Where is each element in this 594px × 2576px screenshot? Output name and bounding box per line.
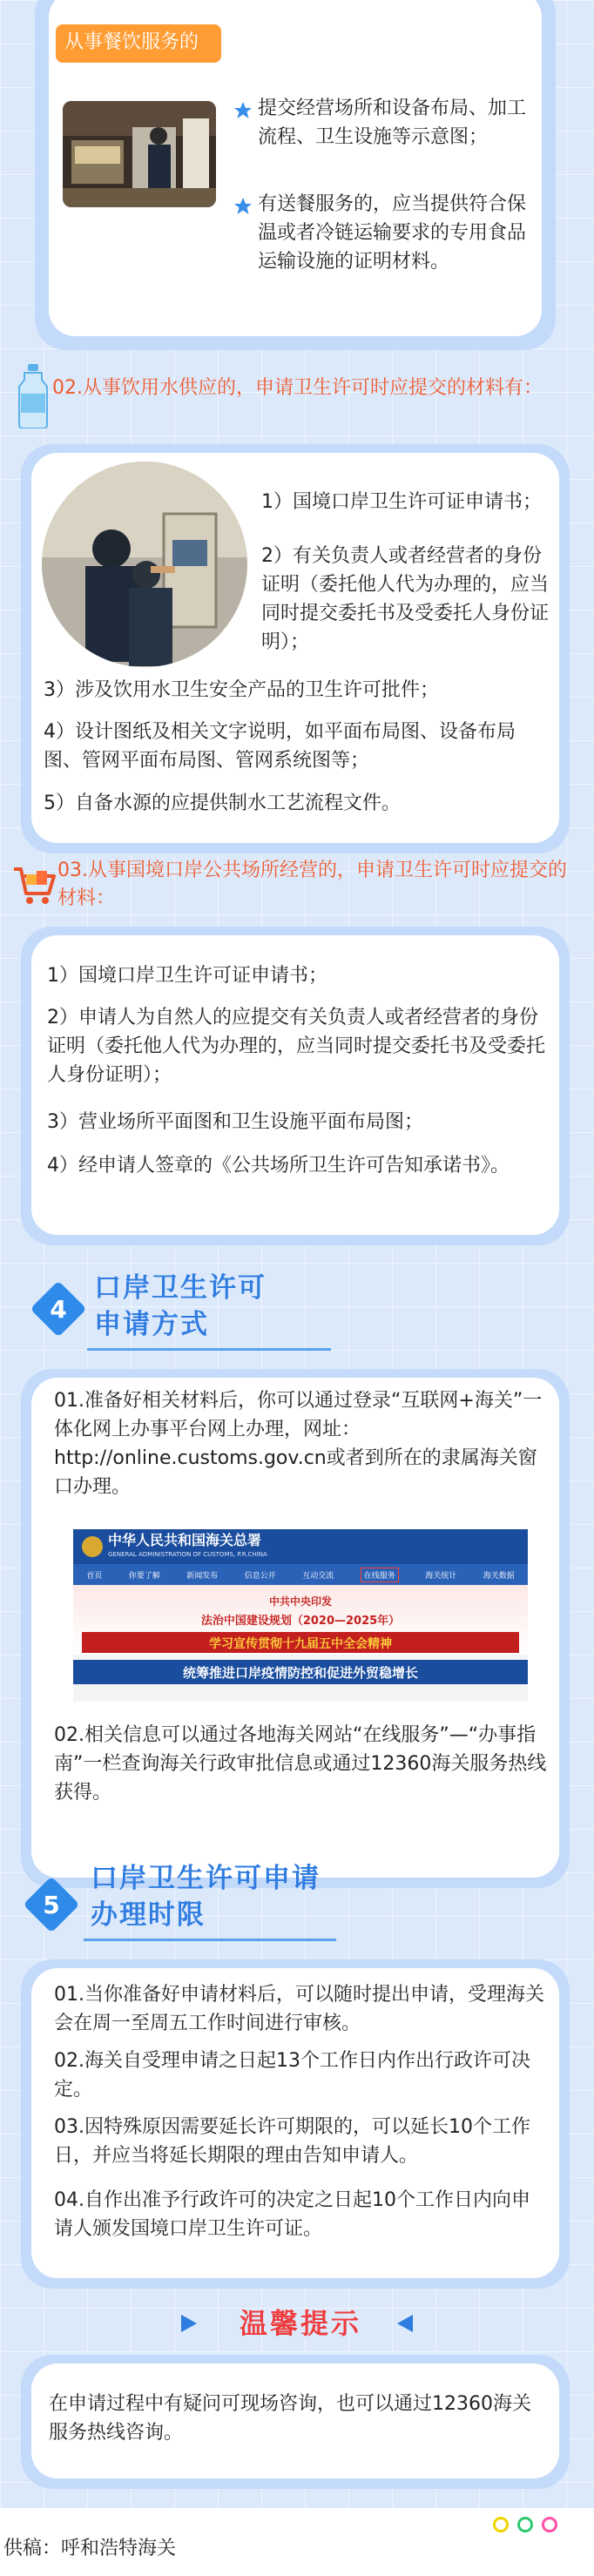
section-4-title-line1: 口岸卫生许可 xyxy=(94,1272,267,1304)
section-4-underline xyxy=(87,1348,331,1351)
water-item-3: 3）涉及饮用水卫生安全产品的卫生许可批件； xyxy=(44,679,439,701)
customs-website-screenshot xyxy=(73,1529,528,1702)
shopping-cart-icon xyxy=(10,862,57,909)
banner-line-4: 统筹推进口岸疫情防控和促进外贸稳增长 xyxy=(182,1665,418,1681)
public-heading: 03.从事国境口岸公共场所经营的，申请卫生许可时应提交的材料： xyxy=(57,860,567,909)
footer-credit: 供稿：呼和浩特海关 xyxy=(3,2538,177,2559)
method-para-2: 02.相关信息可以通过各地海关网站“在线服务”—“办事指南”一栏查询海关行政审批信息或通过12360海关服务热线获得。 xyxy=(54,1724,547,1804)
water-bottle-icon xyxy=(16,364,51,428)
catering-tag xyxy=(56,24,221,63)
public-item-2: 2）申请人为自然人的应提交有关负责人或者经营者的身份证明（委托他人代为办理的，应当同时提交委托书及受委托人身份证明）； xyxy=(47,1007,546,1086)
website-banner xyxy=(73,1585,528,1655)
website-blue-strip xyxy=(73,1660,528,1684)
banner-line-2: 法治中国建设规划（2020—2025年） xyxy=(200,1615,401,1628)
star-bullet-icon xyxy=(233,101,253,120)
nav-item[interactable]: 信息公开 xyxy=(244,1571,276,1581)
catering-tag-label: 从事餐饮服务的 xyxy=(64,31,199,53)
arrow-right-icon xyxy=(179,2313,199,2334)
catering-item-2: 有送餐服务的，应当提供符合保温或者冷链运输要求的专用食品运输设施的证明材料。 xyxy=(258,193,527,273)
banner-line-3: 学习宣传贯彻十九届五中全会精神 xyxy=(209,1637,392,1651)
nav-item[interactable]: 你要了解 xyxy=(128,1571,160,1581)
water-item-1: 1）国境口岸卫生许可证申请书； xyxy=(261,491,542,513)
timeline-item-2: 02.海关自受理申请之日起13个工作日内作出行政许可决定。 xyxy=(54,2050,530,2101)
nav-item[interactable]: 海关数据 xyxy=(483,1571,515,1581)
public-item-4: 4）经申请人签章的《公共场所卫生许可告知承诺书》。 xyxy=(47,1155,510,1177)
catering-item-1: 提交经营场所和设备布局、加工流程、卫生设施等示意图； xyxy=(258,98,527,148)
banner-red-strip xyxy=(82,1632,519,1653)
green-dot-icon xyxy=(517,2517,533,2532)
public-item-1: 1）国境口岸卫生许可证申请书； xyxy=(47,965,327,987)
water-item-4: 4）设计图纸及相关文字说明，如平面布局图、设备布局图、管网平面布局图、管网系统图等； xyxy=(44,721,516,772)
tip-text: 在申请过程中有疑问可现场咨询，也可以通过12360海关服务热线咨询。 xyxy=(49,2393,531,2444)
pink-dot-icon xyxy=(542,2517,557,2532)
restaurant-photo xyxy=(63,101,216,207)
section-5-title-line2: 办理时限 xyxy=(91,1899,206,1931)
nav-item-online-service[interactable]: 在线服务 xyxy=(361,1568,399,1582)
arrow-left-icon xyxy=(395,2313,415,2334)
yellow-dot-icon xyxy=(493,2517,509,2532)
nav-item[interactable]: 海关统计 xyxy=(425,1571,457,1581)
banner-line-1: 中共中央印发 xyxy=(268,1595,332,1608)
water-item-2: 2）有关负责人或者经营者的身份证明（委托他人代为办理的，应当同时提交委托书及受委托人身份证明）； xyxy=(261,545,550,653)
water-heading: 02.从事饮用水供应的，申请卫生许可时应提交的材料有： xyxy=(52,377,543,399)
section-4-title-line2: 申请方式 xyxy=(94,1309,209,1340)
section-5-underline xyxy=(84,1939,336,1941)
emblem-icon xyxy=(82,1536,103,1557)
website-subtitle: GENERAL ADMINISTRATION OF CUSTOMS, P.R.CHINA xyxy=(108,1551,267,1558)
timeline-item-4: 04.自作出准予行政许可的决定之日起10个工作日内向申请人颁发国境口岸卫生许可证。 xyxy=(54,2189,530,2240)
website-nav xyxy=(73,1564,528,1585)
timeline-item-3: 03.因特殊原因需要延长许可期限的，可以延长10个工作日，并应当将延长期限的理由告知申请人。 xyxy=(54,2116,530,2167)
timeline-item-1: 01.当你准备好申请材料后，可以随时提出申请，受理海关会在周一至周五工作时间进行审核。 xyxy=(54,1984,544,2034)
star-bullet-icon xyxy=(233,197,253,216)
section-5-title-line1: 口岸卫生许可申请 xyxy=(91,1863,321,1894)
section-5-number: 5 xyxy=(43,1890,60,1919)
website-header xyxy=(73,1529,528,1564)
water-item-5: 5）自备水源的应提供制水工艺流程文件。 xyxy=(44,792,401,814)
method-para-1: 01.准备好相关材料后，你可以通过登录“互联网+海关”一体化网上办事平台网上办理，网址：http://online.customs.gov.cn或者到所在的隶属海关窗口办理。 xyxy=(54,1390,543,1498)
officer-inspection-photo xyxy=(42,462,247,667)
tip-title: 温馨提示 xyxy=(239,2307,361,2340)
section-4-number: 4 xyxy=(50,1294,67,1324)
nav-item[interactable]: 新闻发布 xyxy=(186,1571,219,1581)
nav-item[interactable]: 互动交流 xyxy=(302,1571,334,1581)
nav-item[interactable]: 首页 xyxy=(86,1571,103,1581)
public-item-3: 3）营业场所平面图和卫生设施平面布局图； xyxy=(47,1111,423,1133)
website-title: 中华人民共和国海关总署 xyxy=(108,1532,262,1548)
